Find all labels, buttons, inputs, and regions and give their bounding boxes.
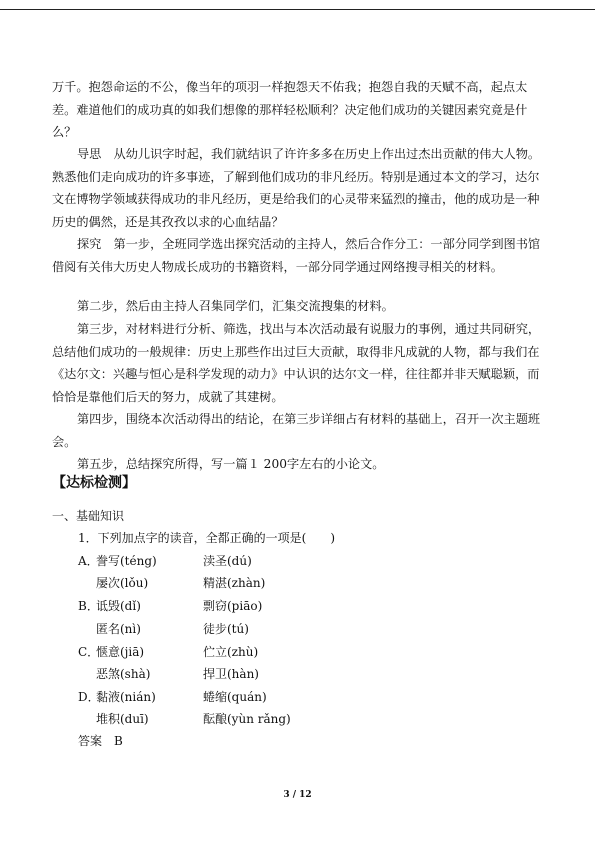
option-b-item-1: 诋毁(dǐ) [96, 599, 141, 613]
section-title: 【达标检测】 [52, 475, 136, 491]
option-b-item-4: 徒步(tú) [203, 622, 249, 636]
option-letter-d: D． [78, 690, 100, 704]
option-a-item-2: 渎圣(dú) [203, 554, 252, 568]
paragraph-intro: 万千。抱怨命运的不公，像当年的项羽一样抱怨天不佑我；抱怨自我的天赋不高，起点太差。难道他们的成功真的如我们想像的那样轻松顺利？决定他们成功的关键因素究竟是什么？ [52, 80, 528, 139]
option-a-item-4: 精湛(zhàn) [203, 576, 266, 590]
paragraph-step4: 第四步，围绕本次活动得出的结论，在第三步详细占有材料的基础上，召开一次主题班会。 [52, 412, 541, 449]
option-d-item-1: 黏液(nián) [96, 690, 156, 704]
paragraph-daosi: 导思 从幼儿识字时起，我们就结识了许许多多在历史上作出过杰出贡献的伟大人物。熟悉他们走向成功的许多事迹，了解到他们成功的非凡经历。特别是通过本文的学习，达尔文在博物学领域获得成功的非凡经历，更是给我们的心灵带来猛烈的撞击，他的成功是一种历史的偶然，还是其孜孜以求的心血结晶？ [52, 147, 541, 229]
option-c-item-1: 惬意(jiā) [96, 645, 145, 659]
option-letter-a: A． [78, 554, 99, 568]
option-d-item-2: 蜷缩(quán) [203, 690, 267, 704]
option-letter-c: C． [78, 645, 100, 659]
part-title: 一、基础知识 [52, 509, 125, 523]
paragraph-step2: 第二步，然后由主持人召集同学们，汇集交流搜集的材料。 [77, 299, 394, 313]
paragraph-tanjiu-step1: 探究 第一步，全班同学选出探究活动的主持人，然后合作分工：一部分同学到图书馆借阅有关伟大历史人物成长成功的书籍资料，一部分同学通过网络搜寻相关的材料。 [52, 237, 541, 274]
question-stem: 1．下列加点字的读音，全都正确的一项是( ) [78, 531, 335, 545]
answer-line: 答案 B [78, 734, 123, 748]
option-a-item-3: 屡次(lǒu) [96, 576, 149, 590]
option-letter-b: B． [78, 599, 99, 613]
option-c-item-4: 捍卫(hàn) [203, 667, 259, 681]
paragraph-step3: 第三步，对材料进行分析、筛选，找出与本次活动最有说服力的事例，通过共同研究，总结他们成功的一般规律：历史上那些作出过巨大贡献，取得非凡成就的人物，都与我们在《达尔文：兴趣与恒心是科学发现的动力》中认识的达尔文一样，往往都并非天赋聪颖，而恰恰是靠他们后天的努力，成就了其建树。 [52, 322, 541, 404]
option-a-item-1: 誊写(téng) [96, 554, 157, 568]
option-c-item-2: 伫立(zhù) [203, 645, 259, 659]
option-b-item-3: 匿名(nì) [96, 622, 141, 636]
page-number: 3 / 12 [283, 790, 312, 800]
paragraph-step5: 第五步，总结探究所得，写一篇１ 200字左右的小论文。 [77, 457, 385, 471]
option-b-item-2: 剽窃(piāo) [203, 599, 263, 613]
option-d-item-3: 堆积(duī) [96, 712, 149, 726]
option-d-item-4: 酝酿(yùn rǎng) [203, 712, 291, 726]
top-rule [0, 9, 595, 10]
option-c-item-3: 恶煞(shà) [96, 667, 151, 681]
